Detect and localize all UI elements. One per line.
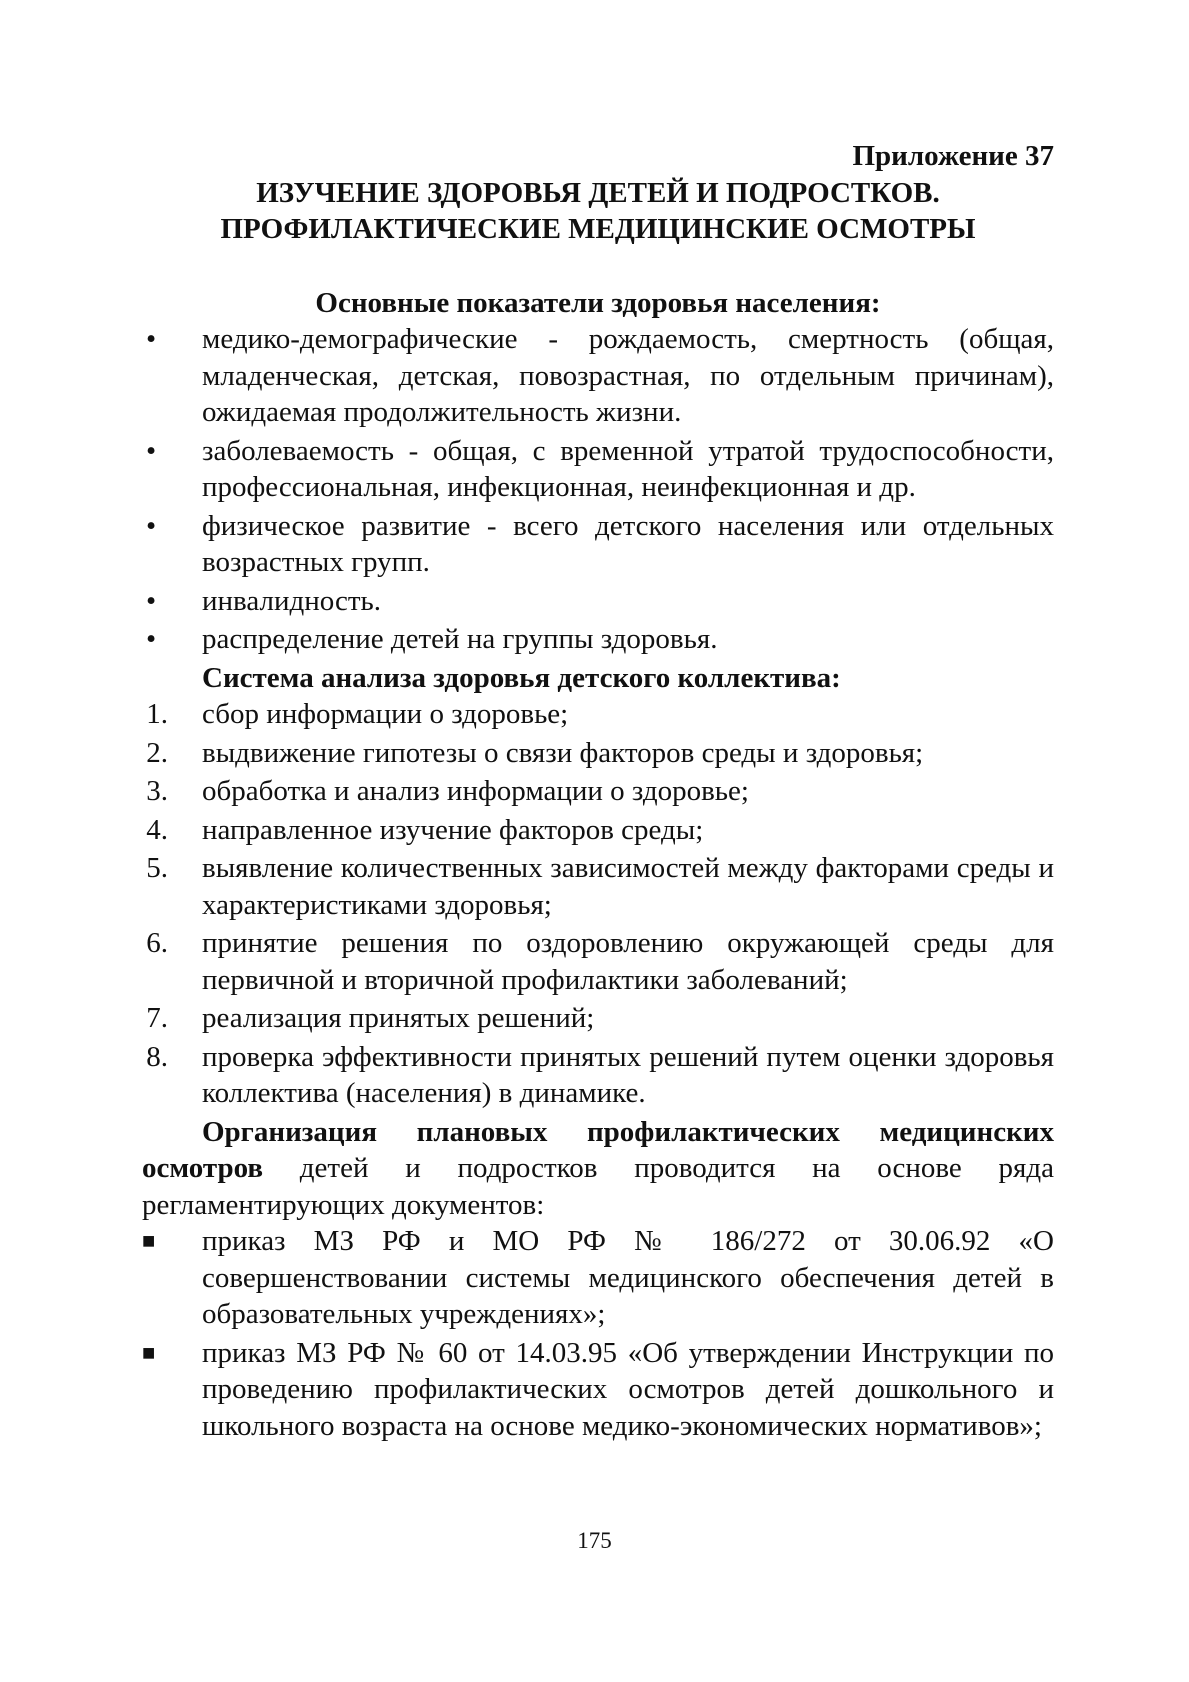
bullet-icon: • xyxy=(146,323,157,355)
bullet-icon: • xyxy=(146,623,157,655)
paragraph-text: детей и подростков проводится на основе ряда регламентирующих документов: xyxy=(142,1152,1054,1221)
appendix-label: Приложение 37 xyxy=(852,140,1054,172)
list-item-text: распределение детей на группы здоровья. xyxy=(202,623,718,655)
list-item xyxy=(142,433,1054,506)
indicators-list xyxy=(142,321,1054,658)
section-heading-indicators: Основные показатели здоровья населения: xyxy=(315,286,881,319)
list-item-text: проверка эффективности принятых решений путем оценки здоровья коллектива (населения) в динамике. xyxy=(202,1040,1054,1109)
list-item-text: физическое развитие - всего детского населения или отдельных возрастных групп. xyxy=(202,509,1054,578)
list-item-text: направленное изучение факторов среды; xyxy=(202,813,704,846)
bullet-icon: • xyxy=(146,509,157,542)
page-title xyxy=(142,175,1054,248)
list-item-text: медико-демографические - рождаемость, смертность (общая, младенческая, детская, повозрастная, по отдельным причинам), ожидаемая продолжительность жизни. xyxy=(202,323,1054,428)
list-number: 6. xyxy=(146,927,168,959)
list-item xyxy=(142,621,1054,658)
bullet-icon: • xyxy=(146,584,157,617)
list-item-text: принятие решения по оздоровлению окружающей среды для первичной и вторичной профилактики заболеваний; xyxy=(202,927,1054,996)
list-item-text: выдвижение гипотезы о связи факторов среды и здоровья; xyxy=(202,736,924,769)
list-number: 1. xyxy=(146,698,168,730)
page-number: 175 xyxy=(577,1528,612,1553)
list-item xyxy=(142,735,1054,772)
list-item xyxy=(142,812,1054,849)
list-item-text: инвалидность. xyxy=(202,584,381,617)
list-item xyxy=(142,583,1054,620)
list-item xyxy=(142,696,1054,733)
list-item-text: сбор информации о здоровье; xyxy=(202,698,569,730)
exam-organization-paragraph xyxy=(142,1114,1054,1224)
list-item xyxy=(142,1000,1054,1037)
section-heading-analysis: Система анализа здоровья детского коллектива: xyxy=(202,661,841,694)
bullet-icon: • xyxy=(146,434,157,467)
analysis-steps-list xyxy=(142,696,1054,1112)
paragraph-bold-lead: Организация плановых профилактических медицинских осмотров xyxy=(142,1115,1054,1184)
list-item-text: приказ МЗ РФ и МО РФ № 186/272 от 30.06.92 «О совершенствовании системы медицинского обеспечения детей в образовательных учреждениях»; xyxy=(202,1225,1054,1330)
title-line-2: ПРОФИЛАКТИЧЕСКИЕ МЕДИЦИНСКИЕ ОСМОТРЫ xyxy=(220,213,976,245)
list-item xyxy=(142,850,1054,923)
square-bullet-icon: ■ xyxy=(142,1339,156,1365)
list-item xyxy=(142,925,1054,998)
square-bullet-icon: ■ xyxy=(142,1228,156,1253)
list-item xyxy=(142,508,1054,581)
list-number: 4. xyxy=(146,813,168,846)
list-number: 3. xyxy=(146,775,168,807)
list-item xyxy=(142,1039,1054,1112)
document-page xyxy=(142,138,1054,1446)
list-item xyxy=(142,321,1054,431)
list-item-text: обработка и анализ информации о здоровье; xyxy=(202,775,749,807)
list-item-text: реализация принятых решений; xyxy=(202,1002,595,1034)
list-number: 8. xyxy=(146,1040,168,1073)
list-item-text: приказ МЗ РФ № 60 от 14.03.95 «Об утверждении Инструкции по проведению профилактических осмотров детей дошкольного и школьного возраста на основе медико-экономических нормативов»; xyxy=(202,1336,1054,1442)
title-line-1: ИЗУЧЕНИЕ ЗДОРОВЬЯ ДЕТЕЙ И ПОДРОСТКОВ. xyxy=(256,176,940,209)
list-item xyxy=(142,1335,1054,1445)
regulations-list xyxy=(142,1223,1054,1444)
list-item-text: выявление количественных зависимостей между факторами среды и характеристиками здоровья; xyxy=(202,852,1054,921)
list-item xyxy=(142,1223,1054,1333)
list-item xyxy=(142,773,1054,810)
list-number: 5. xyxy=(146,852,168,884)
list-number: 2. xyxy=(146,736,168,769)
list-number: 7. xyxy=(146,1002,168,1034)
list-item-text: заболеваемость - общая, с временной утратой трудоспособности, профессиональная, инфекционная, неинфекционная и др. xyxy=(202,434,1054,503)
